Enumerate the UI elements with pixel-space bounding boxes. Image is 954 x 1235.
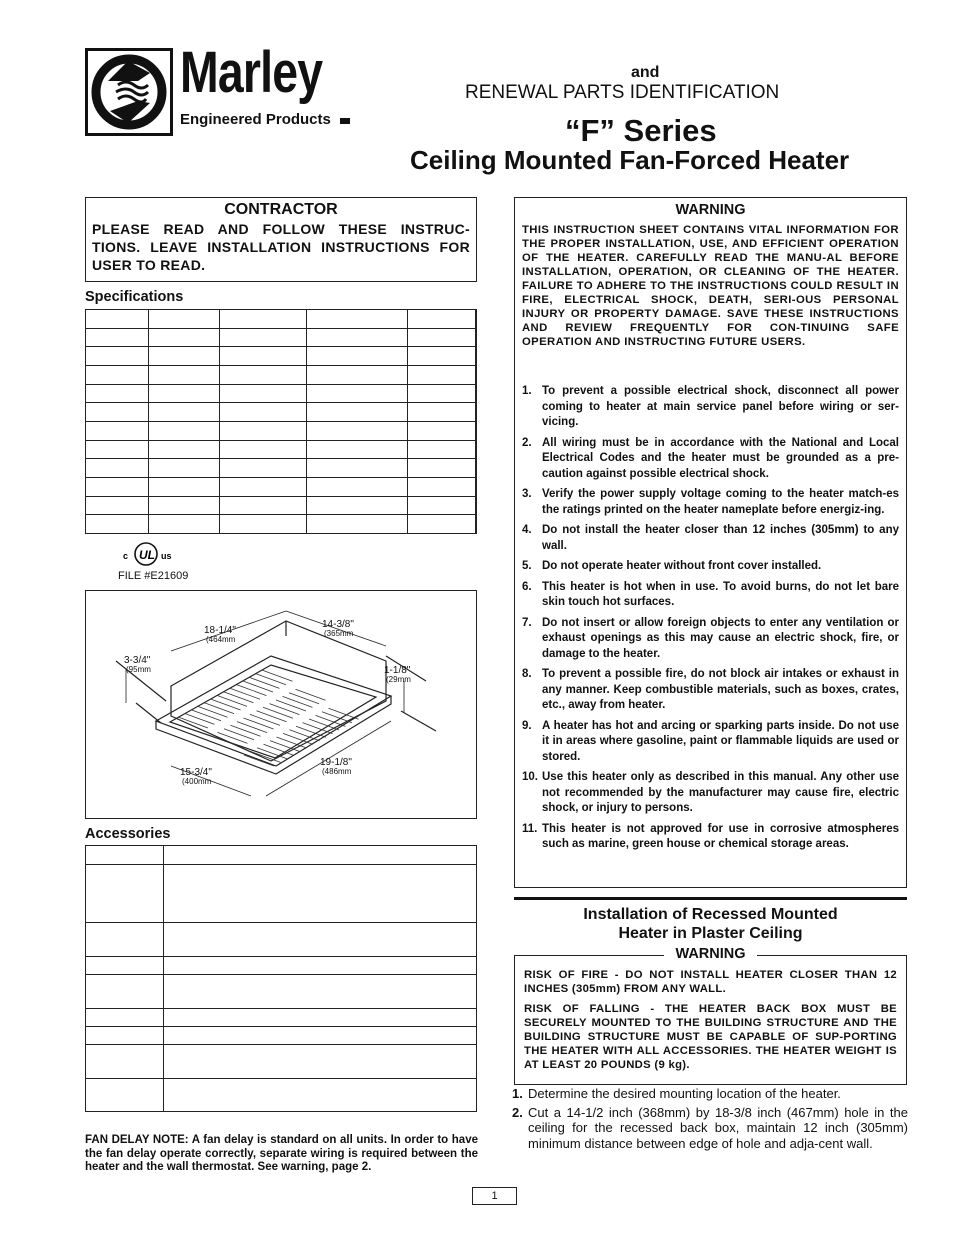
installation-step-number: 2. <box>512 1104 523 1120</box>
specifications-table <box>85 309 477 534</box>
header-and: and <box>631 64 660 81</box>
warning-intro: THIS INSTRUCTION SHEET CONTAINS VITAL INFORMATION FOR THE PROPER INSTALLATION, USE, AND EFFICIENT OPERATION OF THE HEATER. CAREFULLY READ THE MANU-AL BEFORE INSTALLATION, OPERATION, OR CLEANING OF THE HEATER. FAILURE TO ADHERE TO THE INSTRUCTIONS COULD RESULT IN FIRE, ELECTRICAL SHOCK, DEATH, SERI-OUS PERSONAL INJURY OR PROPERTY DAMAGE. SAVE THESE INSTRUCTIONS AND REVIEW FREQUENTLY FOR CON-TINUING SAFE OPERATION AND INSTRUCTING FUTURE USERS. <box>522 224 899 348</box>
spec-cell <box>148 403 220 422</box>
section-divider <box>514 897 907 900</box>
warning-item-text: A heater has hot and arcing or sparking parts inside. Do not use it in areas where gasoline, paint or flammable liquids are used or stored. <box>542 719 899 763</box>
spec-cell <box>86 365 149 384</box>
spec-cell <box>408 496 476 515</box>
warning-item-text: This heater is hot when in use. To avoid burns, do not let bare skin touch hot surfaces. <box>542 580 899 608</box>
spec-cell <box>148 496 220 515</box>
louver-slat <box>224 692 254 703</box>
spec-row <box>86 440 477 459</box>
spec-cell <box>148 477 220 496</box>
spec-cell <box>476 328 477 347</box>
warning-item-text: Do not operate heater without front cover installed. <box>542 560 822 572</box>
page-number: 1 <box>472 1187 517 1205</box>
installation-step-text: Cut a 14-1/2 inch (368mm) by 18-3/8 inch (467mm) hole in the ceiling for the recessed back box, maintain 12 inch (305mm) minimum distance between edge of hole and adja-cent wall. <box>528 1104 908 1151</box>
spec-cell <box>408 328 476 347</box>
warning-item-text: Use this heater only as described in this manual. Any other use not recommended by the manufacturer may cause fire, electric shock, or injury to persons. <box>542 771 899 814</box>
spec-row <box>86 347 477 366</box>
spec-cell <box>476 384 477 403</box>
spec-row <box>86 421 477 440</box>
warning-box <box>514 197 907 888</box>
spec-row <box>86 328 477 347</box>
installation-step <box>512 1105 908 1152</box>
dimension-label: 18-1/4" <box>204 625 236 636</box>
warning-item-text: This heater is not approved for use in corrosive atmospheres such as marine, green house or chemical storage areas. <box>542 822 899 850</box>
installation-warning-box <box>514 955 907 1085</box>
spec-cell <box>220 384 307 403</box>
warning-item-number: 11. <box>522 822 538 835</box>
spec-row <box>86 384 477 403</box>
spec-cell <box>306 365 407 384</box>
accessories-label: Accessories <box>85 826 171 842</box>
dimension-label: 19-1/8" <box>320 757 352 768</box>
installation-title-line2: Heater in Plaster Ceiling <box>618 925 803 942</box>
installation-step-text: Determine the desired mounting location of the heater. <box>528 1086 841 1101</box>
page-title: Ceiling Mounted Fan-Forced Heater <box>410 145 850 175</box>
brand-underline <box>340 118 350 124</box>
brand-name: Marley <box>180 40 323 105</box>
accessories-table <box>85 845 477 1112</box>
louver-slat <box>276 700 306 711</box>
spec-row <box>86 496 477 515</box>
spec-cell <box>306 515 407 534</box>
installation-warning-title: WARNING <box>514 946 907 962</box>
warning-item-number: 8. <box>522 668 532 680</box>
spec-row <box>86 459 477 478</box>
warning-item <box>522 667 899 714</box>
louver-slat <box>237 685 267 696</box>
ul-listed-icon <box>115 540 185 568</box>
spec-row <box>86 365 477 384</box>
warning-item-text: Verify the power supply voltage coming to the heater match-es the ratings printed on the heater nameplate before energiz-ing. <box>542 488 899 516</box>
fan-delay-note: FAN DELAY NOTE: A fan delay is standard on all units. In order to have the fan delay operate correctly, separate wiring is required between the heater and the wall thermostat. See warning, page 2. <box>85 1134 478 1173</box>
louver-slat <box>244 718 274 729</box>
spec-cell <box>86 515 149 534</box>
spec-cell <box>476 347 477 366</box>
spec-cell <box>408 403 476 422</box>
louver-slat <box>256 674 286 685</box>
spec-cell <box>220 515 307 534</box>
louver-slat <box>263 707 293 718</box>
spec-cell <box>220 459 307 478</box>
louver-slat <box>231 725 261 736</box>
dimension-mm-label: (29mm <box>386 675 411 684</box>
warning-item-text: Do not insert or allow foreign objects to enter any ventilation or exhaust openings as this may cause an electric shock, fire, or damage to the heater. <box>542 616 899 660</box>
ul-us: us <box>161 551 172 561</box>
louver-slat <box>211 699 241 710</box>
spec-cell <box>86 384 149 403</box>
spec-cell <box>476 403 477 422</box>
warning-list <box>522 384 899 858</box>
spec-row <box>86 515 477 534</box>
heater-dimension-figure <box>85 590 477 819</box>
spec-cell <box>306 403 407 422</box>
louver-slat <box>250 714 280 725</box>
heater-diagram <box>86 591 475 817</box>
louver-slat <box>198 706 228 717</box>
spec-cell <box>86 477 149 496</box>
warning-item-number: 6. <box>522 580 532 593</box>
dimension-mm-label: (464mm <box>206 635 236 644</box>
louver-slat <box>224 729 254 740</box>
dimension-label: 14-3/8" <box>322 619 354 630</box>
spec-cell <box>476 477 477 496</box>
installation-warning-falling: RISK OF FALLING - THE HEATER BACK BOX MUST BE SECURELY MOUNTED TO THE BUILDING STRUCTURE AND THE BUILDING STRUCTURE MUST BE CAPABLE OF SUP-PORTING THE HEATER WITH ALL ACCESSORIES. THE HEATER WEIGHT IS AT LEAST 20 POUNDS (9 kg). <box>524 1003 897 1071</box>
warning-item-number: 4. <box>522 524 532 536</box>
warning-title: WARNING <box>675 202 746 218</box>
spec-cell <box>86 347 149 366</box>
spec-cell <box>148 384 220 403</box>
louver-slat <box>250 677 280 688</box>
spec-cell <box>408 421 476 440</box>
spec-cell <box>306 328 407 347</box>
louver-slat <box>289 693 319 704</box>
warning-item-text: Do not install the heater closer than 12 inches (305mm) to any wall. <box>542 524 899 552</box>
louver-slat <box>237 722 267 733</box>
spec-cell <box>148 421 220 440</box>
spec-cell <box>220 347 307 366</box>
installation-title-line1: Installation of Recessed Mounted <box>583 906 838 923</box>
louver-slat <box>296 726 326 737</box>
spec-cell <box>86 440 149 459</box>
warning-item-number: 5. <box>522 560 532 572</box>
dimension-mm-label: (400mm <box>182 777 212 786</box>
contractor-title: CONTRACTOR <box>224 201 338 218</box>
spec-cell <box>86 496 149 515</box>
spec-cell <box>408 310 476 329</box>
louver-slat <box>211 736 241 747</box>
spec-cell <box>306 440 407 459</box>
spec-cell <box>86 421 149 440</box>
warning-item <box>522 770 899 817</box>
spec-cell <box>148 347 220 366</box>
dimension-label: 3-3/4" <box>124 655 151 666</box>
spec-cell <box>86 459 149 478</box>
warning-item-text: To prevent a possible electrical shock, disconnect all power coming to heater at main service panel before wiring or ser-vicing. <box>542 385 899 428</box>
spec-cell <box>408 384 476 403</box>
louver-slat <box>230 688 260 699</box>
spec-cell <box>306 384 407 403</box>
spec-cell <box>408 515 476 534</box>
spec-cell <box>220 365 307 384</box>
spec-cell <box>476 310 477 329</box>
louver-slat <box>185 713 215 724</box>
installation-title <box>514 905 907 943</box>
installation-steps <box>512 1086 908 1154</box>
spec-cell <box>306 477 407 496</box>
specifications-label: Specifications <box>85 289 184 305</box>
brand-logo-emblem <box>85 48 173 136</box>
dimension-label: 1-1/8" <box>384 665 411 676</box>
spec-cell <box>476 365 477 384</box>
warning-item <box>522 436 899 483</box>
louver-slat <box>283 733 313 744</box>
louver-slat <box>218 732 248 743</box>
warning-item-number: 2. <box>522 436 532 449</box>
spec-cell <box>306 421 407 440</box>
warning-item-number: 10. <box>522 771 538 783</box>
spec-cell <box>408 459 476 478</box>
spec-cell <box>408 477 476 496</box>
warning-item <box>522 822 899 853</box>
louver-slat <box>243 681 273 692</box>
brand-subtitle: Engineered Products <box>180 111 331 128</box>
warning-item-number: 7. <box>522 616 532 629</box>
warning-item-text: To prevent a possible fire, do not block air intakes or exhaust in any manner. Keep combustible materials, such as boxes, crates, etc., away from heater. <box>542 668 899 711</box>
warning-item <box>522 384 899 431</box>
spec-cell <box>306 347 407 366</box>
spec-cell <box>220 477 307 496</box>
warning-item-number: 9. <box>522 719 532 732</box>
warning-item <box>522 580 899 611</box>
installation-step-number: 1. <box>512 1086 523 1101</box>
spec-cell <box>408 440 476 459</box>
spec-cell <box>148 440 220 459</box>
louver-slat <box>191 710 221 721</box>
louver-slat <box>277 737 307 748</box>
warning-item <box>522 616 899 663</box>
spec-cell <box>220 440 307 459</box>
spec-cell <box>220 421 307 440</box>
marley-emblem-icon <box>88 51 170 133</box>
spec-cell <box>476 515 477 534</box>
spec-cell <box>306 496 407 515</box>
louver-slat <box>217 695 247 706</box>
spec-cell <box>220 328 307 347</box>
spec-cell <box>220 310 307 329</box>
louver-slat <box>204 703 234 714</box>
spec-cell <box>86 328 149 347</box>
spec-cell <box>148 515 220 534</box>
spec-cell <box>476 440 477 459</box>
louver-slat <box>283 696 313 707</box>
warning-item <box>522 719 899 766</box>
dimension-mm-label: (486mm <box>322 767 352 776</box>
warning-item <box>522 559 899 575</box>
spec-cell <box>306 310 407 329</box>
dimension-label: 15-3/4" <box>180 767 212 778</box>
spec-row <box>86 403 477 422</box>
spec-cell <box>148 310 220 329</box>
warning-item-text: All wiring must be in accordance with the National and Local Electrical Codes and the heater must be grounded as a pre-caution against possible electrical shock. <box>542 436 899 480</box>
louver-slat <box>290 730 320 741</box>
spec-cell <box>148 328 220 347</box>
spec-cell <box>148 365 220 384</box>
contractor-body: PLEASE READ AND FOLLOW THESE INSTRUC-TIONS. LEAVE INSTALLATION INSTRUCTIONS FOR USER TO READ. <box>92 221 470 273</box>
contractor-notice <box>85 197 477 282</box>
spec-cell <box>408 365 476 384</box>
spec-cell <box>148 459 220 478</box>
spec-cell <box>306 459 407 478</box>
dimension-mm-label: (365mm <box>324 629 354 638</box>
warning-item-number: 1. <box>522 385 532 397</box>
warning-item <box>522 487 899 518</box>
ul-c: c <box>123 551 129 561</box>
header-series: “F” Series <box>565 113 717 148</box>
file-number: FILE #E21609 <box>118 570 189 582</box>
header-renewal: RENEWAL PARTS IDENTIFICATION <box>465 82 780 103</box>
grille-louvers <box>178 670 359 766</box>
spec-cell <box>408 347 476 366</box>
spec-cell <box>220 496 307 515</box>
spec-row <box>86 477 477 496</box>
dimension-mm-label: (95mm <box>126 665 151 674</box>
installation-warning-fire: RISK OF FIRE - DO NOT INSTALL HEATER CLOSER THAN 12 INCHES (305mm) FROM ANY WALL. <box>524 969 897 995</box>
louver-slat <box>270 704 300 715</box>
warning-item <box>522 523 899 554</box>
spec-cell <box>476 496 477 515</box>
spec-cell <box>476 421 477 440</box>
installation-step <box>512 1086 908 1102</box>
warning-item-number: 3. <box>522 488 532 500</box>
spec-cell <box>86 310 149 329</box>
ul-mark: UL <box>139 548 155 562</box>
spec-cell <box>476 459 477 478</box>
louver-slat <box>263 670 293 681</box>
spec-row <box>86 310 477 329</box>
spec-cell <box>86 403 149 422</box>
louver-slat <box>296 689 326 700</box>
ul-certification-mark <box>115 540 185 573</box>
louver-slat <box>257 711 287 722</box>
spec-cell <box>220 403 307 422</box>
